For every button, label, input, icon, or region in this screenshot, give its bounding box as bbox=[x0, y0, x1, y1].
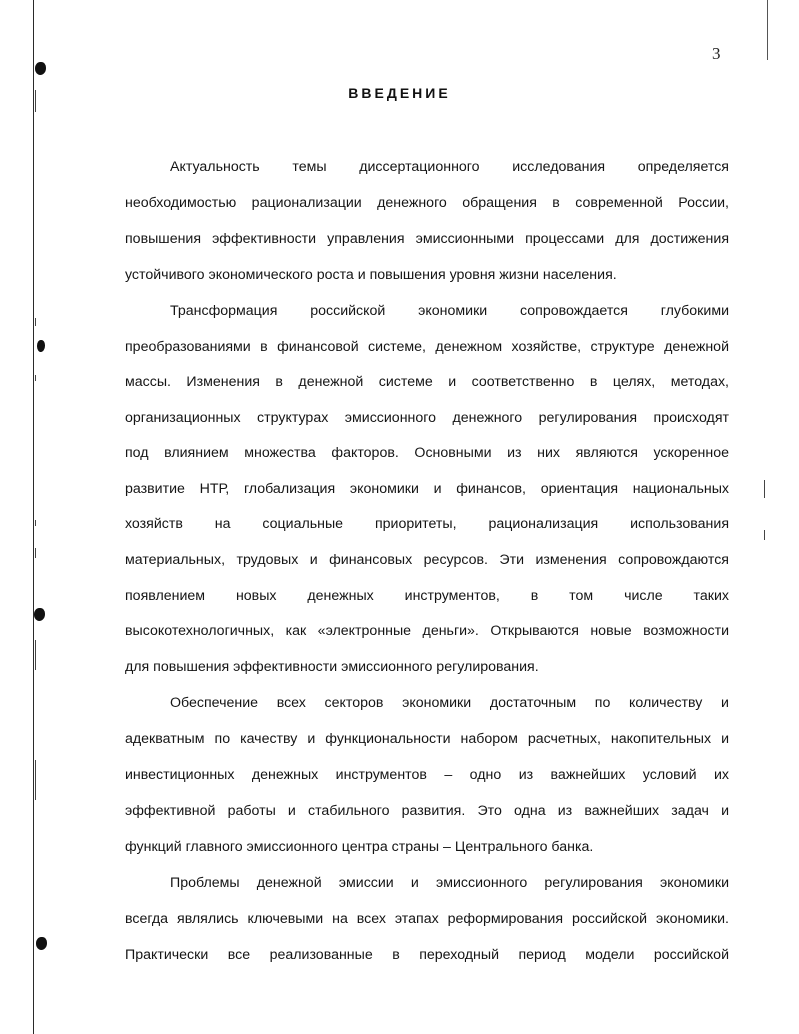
punch-hole-mark bbox=[37, 340, 45, 352]
text-line: преобразованиями в финансовой системе, денежном хозяйстве, структуре денежной bbox=[125, 339, 729, 355]
scan-artifact bbox=[35, 640, 36, 670]
scan-edge-line bbox=[767, 0, 768, 60]
text-line: под влиянием множества факторов. Основными из них являются ускоренное bbox=[125, 445, 729, 461]
text-line: функций главного эмиссионного центра страны – Центрального банка. bbox=[125, 839, 594, 855]
text-line: появлением новых денежных инструментов, в том числе таких bbox=[125, 588, 729, 604]
binding-edge-line bbox=[33, 0, 34, 1034]
text-line: организационных структурах эмиссионного денежного регулирования происходят bbox=[125, 410, 729, 426]
page-number: 3 bbox=[712, 44, 721, 63]
text-line: материальных, трудовых и финансовых ресурсов. Эти изменения сопровождаются bbox=[125, 552, 729, 568]
text-line: Актуальность темы диссертационного исследования определяется bbox=[170, 159, 729, 175]
scan-artifact bbox=[35, 760, 36, 800]
text-line: высокотехнологичных, как «электронные деньги». Открываются новые возможности bbox=[125, 623, 729, 639]
section-title: ВВЕДЕНИЕ bbox=[348, 85, 451, 101]
text-line: повышения эффективности управления эмиссионными процессами для достижения bbox=[125, 231, 729, 247]
text-line: Проблемы денежной эмиссии и эмиссионного регулирования экономики bbox=[170, 875, 729, 891]
text-line: необходимостью рационализации денежного обращения в современной России, bbox=[125, 195, 729, 211]
text-line: устойчивого экономического роста и повышения уровня жизни населения. bbox=[125, 267, 617, 283]
scan-artifact bbox=[35, 548, 36, 558]
text-line: массы. Изменения в денежной системе и соответственно в целях, методах, bbox=[125, 374, 729, 390]
text-line: Практически все реализованные в переходный период модели российской bbox=[125, 947, 729, 963]
punch-hole-mark bbox=[36, 937, 47, 950]
text-line: для повышения эффективности эмиссионного регулирования. bbox=[125, 659, 539, 675]
scan-artifact bbox=[764, 480, 765, 498]
text-line: эффективной работы и стабильного развития. Это одна из важнейших задач и bbox=[125, 803, 729, 819]
scan-artifact bbox=[764, 530, 765, 540]
scan-artifact bbox=[35, 520, 36, 526]
text-line: адекватным по качеству и функциональности набором расчетных, накопительных и bbox=[125, 731, 729, 747]
text-line: развитие НТР, глобализация экономики и финансов, ориентация национальных bbox=[125, 481, 729, 497]
text-line: всегда являлись ключевыми на всех этапах реформирования российской экономики. bbox=[125, 911, 729, 927]
text-line: Обеспечение всех секторов экономики достаточным по количеству и bbox=[170, 695, 729, 711]
text-line: инвестиционных денежных инструментов – одно из важнейших условий их bbox=[125, 767, 729, 783]
punch-hole-mark bbox=[34, 608, 45, 621]
text-line: Трансформация российской экономики сопровождается глубокими bbox=[170, 303, 729, 319]
text-line: хозяйств на социальные приоритеты, рационализация использования bbox=[125, 516, 729, 532]
scan-artifact bbox=[35, 318, 36, 326]
scan-artifact bbox=[35, 375, 36, 381]
punch-hole-mark bbox=[35, 62, 46, 75]
